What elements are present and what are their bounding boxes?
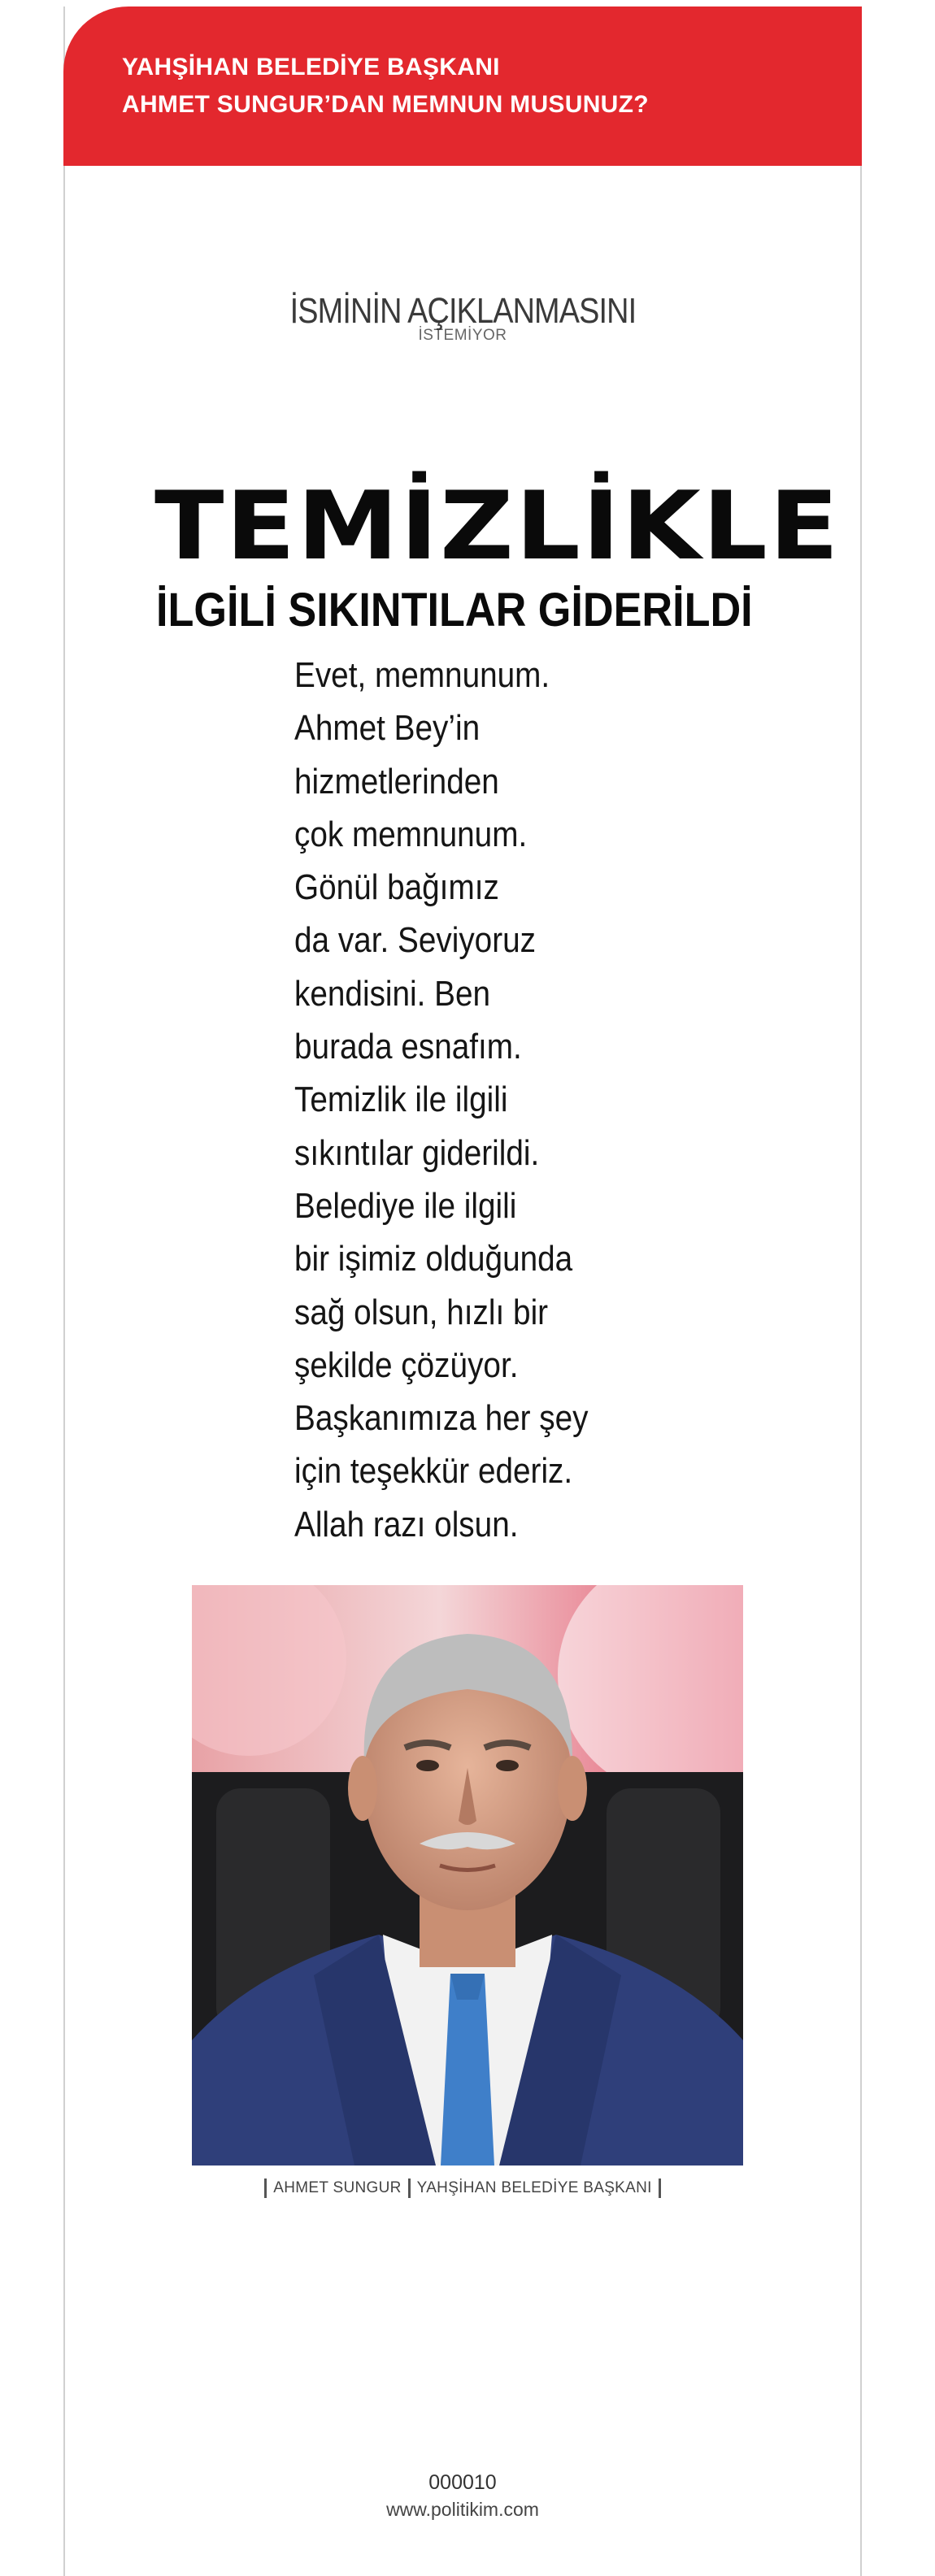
respondent-note: İSTEMİYOR (418, 327, 507, 344)
quote-line: Ahmet Bey’in (294, 708, 481, 749)
quote-line: kendisini. Ben (294, 973, 491, 1014)
quote-text (294, 649, 636, 1551)
quote-line: da var. Seviyoruz (294, 920, 536, 961)
caption-title: YAHŞİHAN BELEDİYE BAŞKANI (416, 2179, 652, 2196)
headline-subtitle: İLGİLİ SIKINTILAR GİDERİLDİ (156, 584, 753, 636)
quote-line: Başkanımıza her şey (294, 1398, 589, 1439)
mayor-portrait-photo (192, 1585, 743, 2165)
quote-line: bir işimiz olduğunda (294, 1239, 573, 1279)
quote-line: şekilde çözüyor. (294, 1344, 519, 1385)
quote-line: Temizlik ile ilgili (294, 1079, 508, 1120)
banner-line-1: YAHŞİHAN BELEDİYE BAŞKANI (122, 54, 500, 80)
caption-divider (408, 2179, 411, 2198)
website-link[interactable]: www.politikim.com (386, 2499, 539, 2520)
header-banner (63, 7, 862, 166)
banner-line-2: AHMET SUNGUR’DAN MEMNUN MUSUNUZ? (122, 91, 649, 118)
quote-line: sıkıntılar giderildi. (294, 1132, 540, 1173)
quote-line: Gönül bağımız (294, 867, 499, 908)
quote-line: için teşekkür ederiz. (294, 1451, 573, 1492)
quote-line: çok memnunum. (294, 814, 528, 854)
respondent-block (63, 291, 862, 345)
quote-line: Evet, memnunum. (294, 655, 550, 695)
caption-name: AHMET SUNGUR (273, 2179, 402, 2196)
caption-divider (659, 2179, 661, 2198)
quote-line: sağ olsun, hızlı bir (294, 1292, 549, 1332)
banner-question (122, 49, 649, 124)
caption-divider (264, 2179, 267, 2198)
quote-line: Belediye ile ilgili (294, 1185, 517, 1226)
headline-title: TEMİZLİKLE (154, 471, 841, 581)
quote-line: hizmetlerinden (294, 761, 499, 801)
quote-line: Allah razı olsun. (294, 1504, 519, 1544)
page-number: 000010 (428, 2471, 497, 2494)
page-footer (63, 2470, 862, 2523)
photo-caption (63, 2179, 862, 2198)
respondent-name: İSMİNİN AÇIKLANMASINI (289, 291, 636, 331)
quote-line: burada esnafım. (294, 1027, 522, 1067)
